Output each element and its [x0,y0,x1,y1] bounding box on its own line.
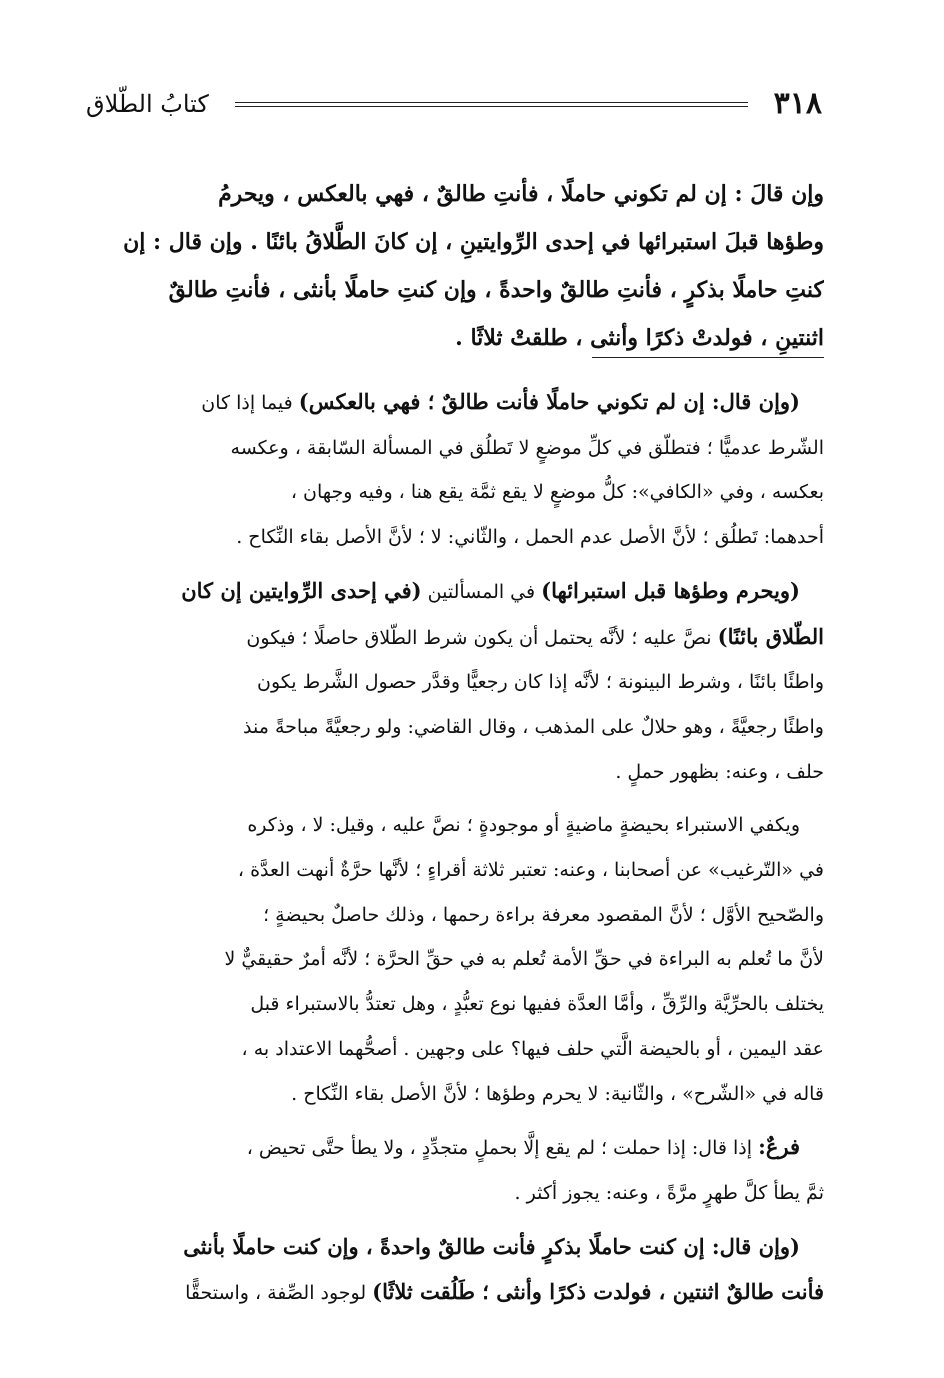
text-line: عقد اليمين ، أو بالحيضة الَّتي حلف فيها؟ على وجهين . أصحُّهما الاعتداد به ، [241,1037,824,1060]
commentary-paragraph [80,803,824,1116]
text-line [80,1225,824,1271]
text-line: في «التّرغيب» عن أصحابنا ، وعنه: تعتبر ثلاثة أقراءٍ ؛ لأنَّها حرَّةٌ أنهت العدَّة ، [237,859,824,882]
text-line: قاله في «الشّرح» ، والثّانية: لا يحرم وطؤها ؛ لأنَّ الأصل بقاء النِّكاح . [291,1082,824,1105]
text-segment: إذا قال: إذا حملت ؛ لم يقع إلَّا بحملٍ متجدِّدٍ ، ولا يطأ حتَّى تحيض ، [246,1137,759,1160]
header-rule [235,102,748,107]
matn-separator-rule [592,357,824,358]
text-line: واطئًا رجعيَّةً ، وهو حلالٌ على المذهب ، وقال القاضي: ولو رجعيَّةً مباحةً منذ [243,715,824,738]
text-segment: نصَّ عليه ؛ لأنَّه يحتمل أن يكون شرط الطّلاق حاصلًا ؛ فيكون [246,626,718,649]
quoted-matn: (ويحرم وطؤها قبل استبرائها) [541,577,800,603]
commentary-paragraph [80,1225,824,1316]
text-line: بعكسه ، وفي «الكافي»: كلُّ موضعٍ لا يقع ثمَّة يقع هنا ، وفيه وجهان ، [290,481,824,504]
commentary-paragraph [80,569,824,795]
running-title: كتابُ الطّلاق [86,90,209,118]
matn-line: وإن قالَ : إن لم تكوني حاملًا ، فأنتِ طالقٌ ، فهي بالعكس ، ويحرمُ [218,181,824,207]
text-line: حلف ، وعنه: بظهور حملٍ . [615,760,824,783]
commentary-paragraph [80,1125,824,1215]
text-line [80,1125,824,1171]
quoted-matn: فأنت طالقٌ اثنتين ، فولدت ذكرًا وأنثى ؛ طَلُقت ثلاثًا) [372,1279,824,1305]
text-line [80,569,824,615]
far-heading: فرعٌ: [758,1134,800,1160]
text-segment: لوجود الصِّفة ، واستحقًّا [185,1282,373,1305]
text-line: لأنَّ ما تُعلم به البراءة في حقِّ الأمة تُعلم به في حقِّ الحرَّة ؛ لأنَّه أمرٌ حقيقيٌّ لا [224,948,824,971]
text-line: الشّرط عدميًّا ؛ فتطلّق في كلِّ موضعٍ لا تَطلُق في المسألة السّابقة ، وعكسه [230,436,824,459]
page-number: ٣١٨ [773,86,822,121]
text-segment: فيما إذا كان [201,392,299,414]
text-segment: في المسألتين [421,580,542,603]
text-line: والصّحيح الأوَّل ؛ لأنَّ المقصود معرفة براءة رحمها ، وذلك حاصلٌ بحيضةٍ ؛ [263,903,824,926]
page-header [86,84,822,124]
quoted-matn: الطّلاق بائنًا) [717,623,824,649]
text-line: يختلف بالحرِّيَّة والرِّقِّ ، وأمَّا العدَّة ففيها نوع تعبُّدٍ ، وهل تعتدُّ بالاستبراء قبل [250,993,824,1016]
text-line: ثمَّ يطأ كلَّ طهرٍ مرَّةً ، وعنه: يجوز أكثر . [514,1181,824,1204]
quoted-matn: (وإن قال: إن لم تكوني حاملًا فأنت طالقٌ ؛ فهي بالعكس) [298,389,800,414]
text-line: ويكفي الاستبراء بحيضةٍ ماضيةٍ أو موجودةٍ ؛ نصَّ عليه ، وقيل: لا ، وذكره [247,814,800,837]
matn-line: اثنتينِ ، فولدتْ ذكرًا وأنثى ، طلقتْ ثلاثًا . [455,325,824,351]
text-line [80,380,824,426]
text-line [80,615,824,661]
quoted-matn: (وإن قال: إن كنت حاملًا بذكرٍ فأنت طالقٌ واحدةً ، وإن كنت حاملًا بأنثى [183,1233,800,1259]
text-line: أحدهما: تَطلُق ؛ لأنَّ الأصل عدم الحمل ، والثّاني: لا ؛ لأنَّ الأصل بقاء النِّكاح . [236,526,824,549]
commentary-paragraph [80,380,824,560]
matn-line: كنتِ حاملًا بذكرٍ ، فأنتِ طالقٌ واحدةً ، وإن كنتِ حاملًا بأنثى ، فأنتِ طالقٌ [168,277,824,303]
matn-line: وطؤها قبلَ استبرائها في إحدى الرِّوايتينِ ، إن كانَ الطَّلاقُ بائنًا . وإن قال : إن [123,229,824,255]
text-line: واطئًا بائنًا ، وشرط البينونة ؛ لأنَّه إذا كان رجعيًّا وقدَّر حصول الشَّرط يكون [257,671,824,694]
quoted-matn: (في إحدى الرِّوايتين إن كان [181,577,422,603]
commentary-text [80,380,824,1325]
text-line [80,1270,824,1316]
matn-text [80,170,824,362]
